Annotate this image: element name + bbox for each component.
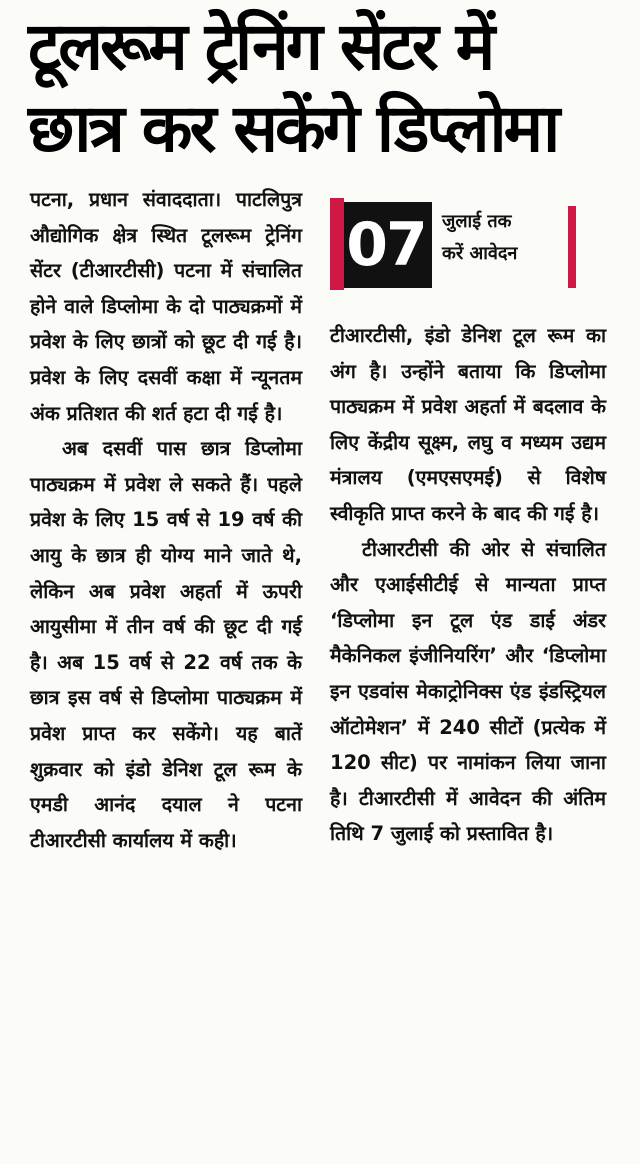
article-paragraph-4: टीआरटीसी की ओर से संचालित और एआईसीटीई से मान्यता प्राप्त ‘डिप्लोमा इन टूल एंड डाई अंडर मैकेनिकल इंजीनियरिंग’ और ‘डिप्लोमा इन एडवांस मेकाट्रोनिक्स एंड इंडस्ट्रियल ऑटोमेशन’ में 240 सीटों (प्रत्येक में 120 सीट) पर नामांकन लिया जाना है। टीआरटीसी में आवेदन की अंतिम तिथि 7 जुलाई को प्रस्तावित है। <box>330 537 606 846</box>
headline-line-2: छात्र कर सकेंगे डिप्लोमा <box>28 90 558 167</box>
article-paragraph-1: पटना, प्रधान संवाददाता। पाटलिपुत्र औद्योगिक क्षेत्र स्थित टूलरूम ट्रेनिंग सेंटर (टीआरटीसी) पटना में संचालित होने वाले डिप्लोमा के दो पाठ्यक्रमों में प्रवेश के लिए छात्रों को छूट दी गई है। प्रवेश के लिए दसवीं कक्षा में न्यूनतम अंक प्रतिशत की शर्त हटा दी गई है। <box>30 188 302 425</box>
deadline-number: 07 <box>340 202 432 288</box>
deadline-callout <box>330 198 580 294</box>
headline-line-1: टूलरूम ट्रेनिंग सेंटर में <box>28 8 493 85</box>
deadline-text <box>442 206 572 270</box>
deadline-text-line-2: करें आवेदन <box>442 243 518 264</box>
article-paragraph-2: अब दसवीं पास छात्र डिप्लोमा पाठ्यक्रम में प्रवेश ले सकते हैं। पहले प्रवेश के लिए 15 वर्ष से 19 वर्ष की आयु के छात्र ही योग्य माने जाते थे, लेकिन अब प्रवेश अहर्ता में ऊपरी आयुसीमा में तीन वर्ष की छूट दी गई है। अब 15 वर्ष से 22 वर्ष तक के छात्र इस वर्ष से डिप्लोमा पाठ्यक्रम में प्रवेश प्राप्त कर सकेंगे। यह बातें शुक्रवार को इंडो डेनिश टूल रूम के एमडी आनंद दयाल ने पटना टीआरटीसी कार्यालय में कही। <box>30 437 302 852</box>
article-paragraph-3: टीआरटीसी, इंडो डेनिश टूल रूम का अंग है। उन्होंने बताया कि डिप्लोमा पाठ्यक्रम में प्रवेश अहर्ता में बदलाव के लिए केंद्रीय सूक्ष्म, लघु व मध्यम उद्यम मंत्रालय (एमएसएमई) से विशेष स्वीकृति प्राप्त करने के बाद की गई है। <box>330 324 606 525</box>
deadline-text-line-1: जुलाई तक <box>442 211 512 232</box>
article-column-left <box>30 182 302 858</box>
headline <box>28 6 628 170</box>
article-column-right <box>330 318 606 852</box>
callout-accent-bar <box>568 206 576 288</box>
